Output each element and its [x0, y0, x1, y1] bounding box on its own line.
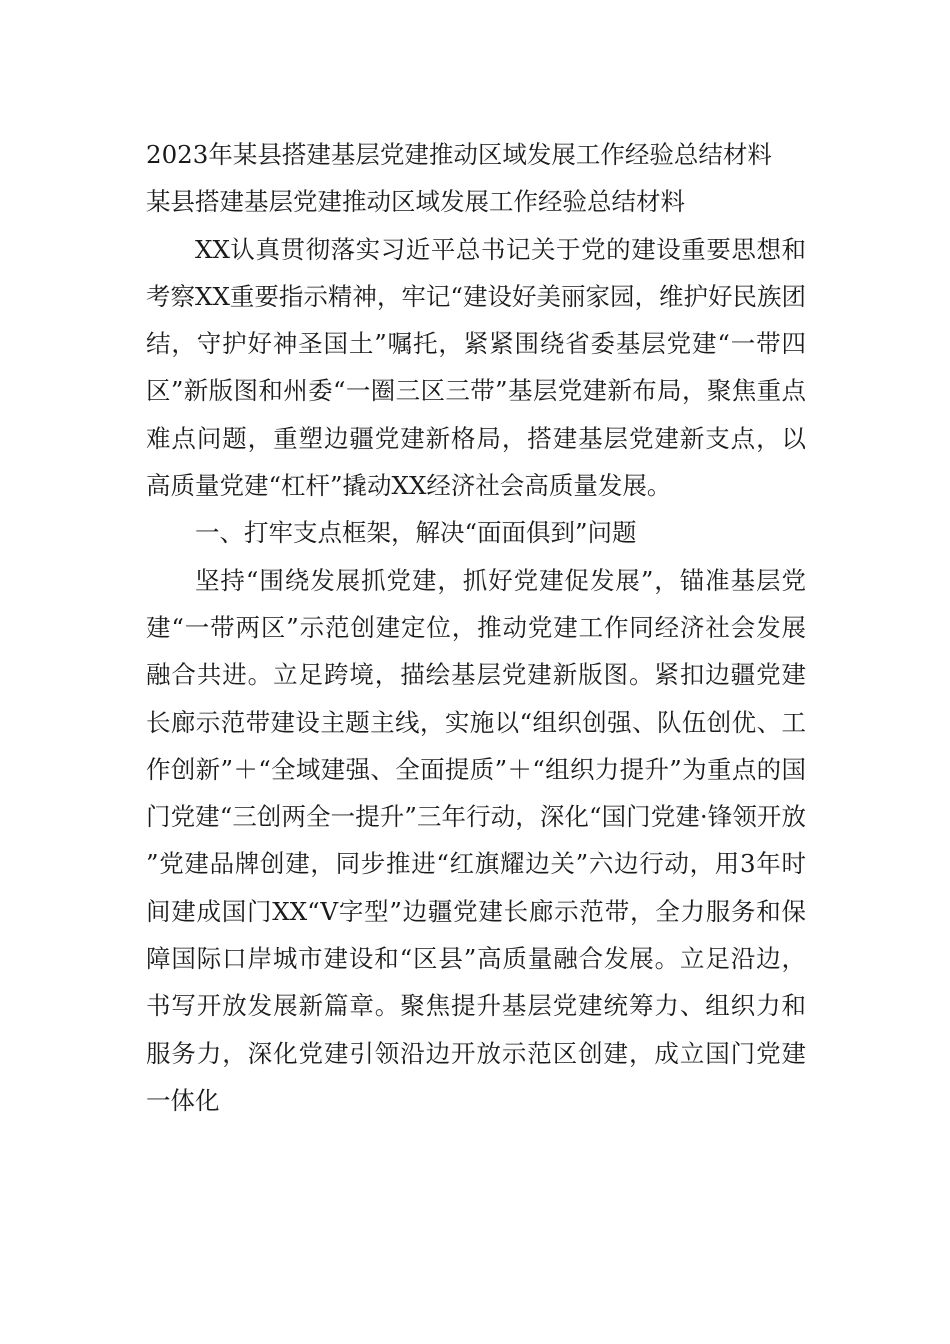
document-body	[146, 131, 806, 1124]
section-paragraph: 坚持“围绕发展抓党建，抓好党建促发展”，锚准基层党建“一带两区”示范创建定位，推动党建工作同经济社会发展融合共进。立足跨境，描绘基层党建新版图。紧扣边疆党建长廊示范带建设主题主线，实施以“组织创强、队伍创优、工作创新”＋“全域建强、全面提质”＋“组织力提升”为重点的国门党建“三创两全一提升”三年行动，深化“国门党建·锋领开放”党建品牌创建，同步推进“红旗耀边关”六边行动，用3年时间建成国门XX“V字型”边疆党建长廊示范带，全力服务和保障国际口岸城市建设和“区县”高质量融合发展。立足沿边，书写开放发展新篇章。聚焦提升基层党建统筹力、组织力和服务力，深化党建引领沿边开放示范区创建，成立国门党建一体化	[146, 565, 806, 1115]
document-title: 2023年某县搭建基层党建推动区域发展工作经验总结材料	[146, 140, 772, 169]
document-subtitle: 某县搭建基层党建推动区域发展工作经验总结材料	[146, 187, 685, 217]
section-heading: 一、打牢支点框架，解决“面面俱到”问题	[195, 518, 637, 548]
intro-paragraph: XX认真贯彻落实习近平总书记关于党的建设重要思想和考察XX重要指示精神，牢记“建设好美丽家园，维护好民族团结，守护好神圣国土”嘱托，紧紧围绕省委基层党建“一带四区”新版图和州委“一圈三区三带”基层党建新布局，聚焦重点难点问题，重塑边疆党建新格局，搭建基层党建新支点，以高质量党建“杠杆”撬动XX经济社会高质量发展。	[146, 234, 806, 501]
